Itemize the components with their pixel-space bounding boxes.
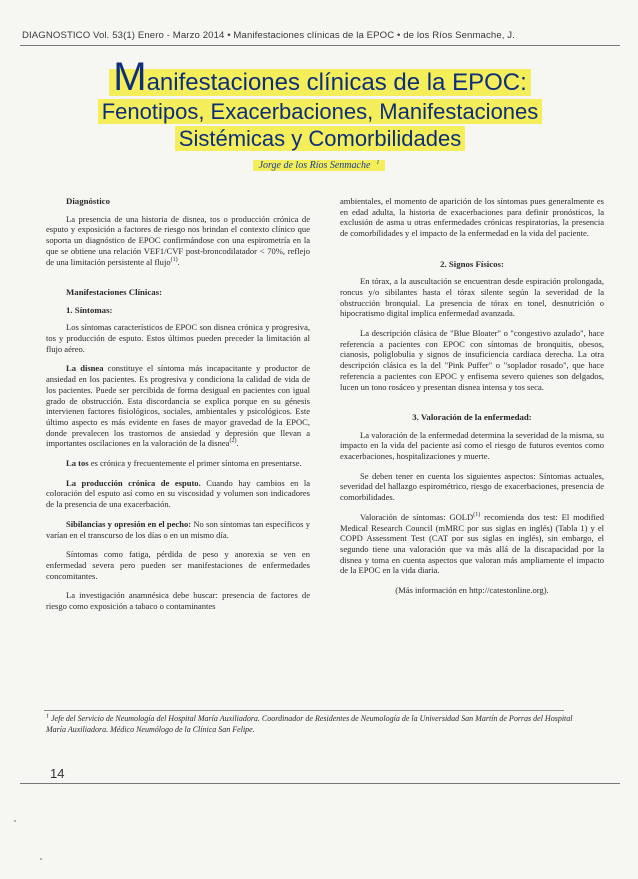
title-line-2: Fenotipos, Exacerbaciones, Manifestaciones (40, 98, 600, 125)
paragraph-valoracion-1: La valoración de la enfermedad determina la severidad de la misma, su impacto en la vida del paciente así como el riesgo de futuros eventos como exacerbaciones, hospitalizaciones y muerte. (340, 429, 604, 462)
scan-speck (14, 820, 16, 822)
title-line-3: Sistémicas y Comorbilidades (40, 125, 600, 152)
right-column (340, 196, 604, 605)
footnote-divider (44, 710, 564, 711)
title-line-1-rest: anifestaciones clínicas de la EPOC: (146, 69, 527, 96)
paragraph-sintomas: Los síntomas característicos de EPOC son disnea crónica y progresiva, tos y producción de esputo. Estos últimos pueden preceder la limitación al flujo aéreo. (46, 322, 310, 354)
page-number: 14 (50, 766, 65, 781)
scan-speck (40, 858, 42, 860)
paragraph-more-info: (Más información en http://catestonline.org). (395, 585, 549, 596)
paragraph-valoracion-2: Se deben tener en cuenta los siguientes aspectos: Síntomas actuales, severidad del hallazgo espirométrico, riesgo de exacerbaciones, presencia de comorbilidades. (340, 470, 604, 503)
author-name: Jorge de los Ríos Senmache (256, 160, 374, 171)
footnote (46, 714, 576, 735)
paragraph-sibilancias: Sibilancias y opresión en el pecho: No son síntomas tan específicos y varían en el transcurso de los días o en un mismo día. (46, 518, 311, 540)
paragraph-valoracion-3: Valoración de síntomas: GOLD$^{(1)}$ recomienda dos test: El modified Medical Research Council (mMRC por sus siglas en inglés) (Tabla 1) y el COPD Assessment Test (CAT por sus siglas en inglés), sin embargo, el segundo tiene una valoración que va más allá de la discapacidad por la disnea y toma en cuenta aspectos que valoran más ampliamente el impacto de la EPOC en la vida diaria. (340, 511, 604, 576)
paragraph-fatiga: Síntomas como fatiga, pérdida de peso y anorexia se ven en enfermedad severa pero pueden ser manifestaciones de enfermedades concomitantes. (46, 549, 310, 581)
author-line (0, 160, 638, 171)
paragraph-esputo: La producción crónica de esputo. Cuando hay cambios en la coloración del esputo así como en su viscosidad y volumen son indicadores de la presencia de una exacerbación. (46, 477, 310, 510)
header-divider (20, 45, 620, 46)
paragraph-continuation: ambientales, el momento de aparición de los síntomas pues generalmente es en edad adulta, la historia de exacerbaciones para definir pronósticos, la exclusión de asma u otras enfermedades crónicas respiratorias, la presencia de comorbilidades y el impacto de la enfermedad en la vida del paciente. (340, 196, 604, 239)
heading-diagnostico: Diagnóstico (66, 196, 110, 206)
title-initial: M (113, 55, 147, 99)
paragraph-signos: En tórax, a la auscultación se encuentran desde espiración prolongada, roncus y/o sibilantes hasta el tórax silente según la severidad de la obstrucción bronquial. La presencia de tórax en tonel, desnutrición o hipocratismo digital implica enfermedad avanzada. (340, 276, 604, 319)
footnote-text: Jefe del Servicio de Neumología del Hospital María Auxiliadora. Coordinador de Residentes de Neumología de la Universidad San Martín de Porras del Hospital María Auxiliadora. Médico Neumólogo de la Clínica San Felipe. (46, 714, 573, 734)
paragraph-blue-bloater: La descripción clásica de "Blue Bloater" o "congestivo azulado", hace referencia a pacientes con EPOC con síntomas de bronquitis, obesos, cianosis, poliglobulia y signos de insuficiencia cardiaca derecha. La otra descripción clásica es la del "Pink Puffer" o "soplador rosado", que hace referencia a pacientes con EPOC y enfisema severo quienes son delgados, lucen un tono rosáceo y presentan disnea intensa y tos seca. (340, 328, 604, 392)
paragraph-tos: La tos es crónica y frecuentemente el primer síntoma en presentarse. (66, 458, 302, 469)
article-title (40, 55, 600, 152)
title-line-1 (40, 55, 600, 99)
heading-manifestaciones: Manifestaciones Clínicas: (66, 286, 163, 297)
heading-signos: 2. Signos Físicos: (440, 258, 504, 269)
paragraph-disnea: La disnea constituye el síntoma más incapacitante y productor de ansiedad en los pacientes. Es progresiva y condiciona la calidad de vida de los pacientes. Puede ser percibida de forma desigual en pacientes con igual grado de obstrucción. Esta discordancia se explica porque en su génesis intervienen factores fisiológicos, sociales, ambientales y psicológicos. Este último aspecto es más evidente en fases de mayor gravedad de la EPOC, donde prevalecen los trastornos de ansiedad y depresión que llevan a importantes oscilaciones en la valoración de la disnea$^{(2)}$. (46, 363, 310, 449)
heading-sintomas: 1. Síntomas: (66, 304, 113, 315)
paragraph-investigacion: La investigación anamnésica debe buscar: presencia de factores de riesgo como exposición a tabaco o contaminantes (46, 590, 310, 612)
paragraph-diagnostico: La presencia de una historia de disnea, tos o producción crónica de esputo y exposición a factores de riesgo nos brindan el contexto clínico que soporta un diagnóstico de EPOC confirmándose con una espirometría en la que se obtiene una relación VEF1/CVF post-broncodilatador < 70%, reflejo de una limitación persistente al flujo$^{(1)}$. (46, 213, 310, 267)
heading-valoracion: 3. Valoración de la enfermedad: (412, 411, 532, 422)
page-bottom-rule (20, 783, 620, 784)
author-footnote-mark: 1 (373, 160, 382, 166)
footnote-mark: 1 (46, 713, 49, 720)
running-header: DIAGNOSTICO Vol. 53(1) Enero - Marzo 2014 • Manifestaciones clínicas de la EPOC • de los Ríos Senmache, J. (22, 30, 515, 41)
left-column (46, 196, 310, 621)
